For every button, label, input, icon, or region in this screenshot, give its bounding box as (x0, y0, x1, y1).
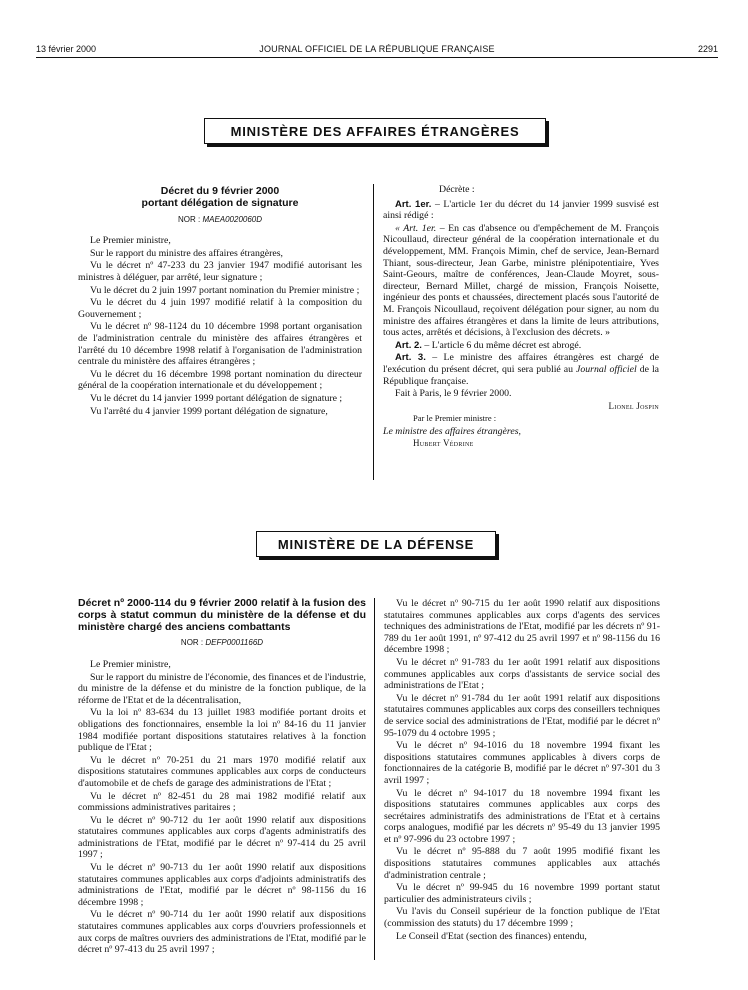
decree1-article1-quote: « Art. 1er. – En cas d'absence ou d'empêchement de M. François Nicoullaud, directeur général de la coopération internationale et du développement, MM. François Mimin, chef de service, Jean-Bernard Thiant, sous-directeur, Jean Garbe, ministre plénipotentiaire, Yves Saint-Geours, maître de conférences, Jean-Claude Moyret, sous-directeur, Bernard Millet, chargé de mission, François Noisette, ingénieur des ponts et chaussées, directement placés sous l'autorité de M. François Nicoullaud, reçoivent délégation pour signer, au nom du ministre des affaires étrangères et dans la limite de leurs attributions, tous actes, arrêtés et décisions, à l'exclusion des décrets. » (383, 222, 659, 339)
column-divider-1 (373, 184, 374, 480)
decree1-par: Par le Premier ministre : (413, 413, 497, 424)
decree2-paragraph: Le Premier ministre, (90, 658, 171, 670)
header-date: 13 février 2000 (36, 44, 97, 54)
header-journal-title: JOURNAL OFFICIEL DE LA RÉPUBLIQUE FRANÇAISE (259, 44, 495, 54)
page-header (36, 44, 718, 58)
decree2-nor-code: DEFP0001166D (205, 638, 264, 648)
decree1-paragraph: Vu l'arrêté du 4 janvier 1999 portant délégation de signature, (90, 405, 328, 417)
decree2-paragraph: Vu le décret nº 90-712 du 1er août 1990 relatif aux dispositions statutaires communes applicables aux corps d'agents administratifs des administrations de l'Etat, modifié par le décret nº 97-414 du 25 avril 1997 ; (78, 814, 366, 861)
decree2-paragraph: Vu la loi nº 83-634 du 13 juillet 1983 modifiée portant droits et obligations des fonctionnaires, ensemble la loi nº 84-16 du 11 janvier 1984 modifiée portant dispositions statutaires relatives à la fonction publique de l'Etat ; (78, 707, 366, 754)
section-title-defense (256, 531, 496, 557)
header-page-number: 2291 (697, 44, 718, 54)
decree1-right-column (383, 184, 659, 451)
decree2-nor: NOR : DEFP0001166D (180, 638, 264, 648)
column-divider-2 (374, 598, 375, 960)
decree2-paragraph: Vu le décret nº 82-451 du 28 mai 1982 modifié relatif aux commissions administratives paritaires ; (78, 790, 366, 814)
decree2-left-column (78, 598, 366, 957)
decree1-paragraph: Vu le décret du 14 janvier 1999 portant délégation de signature ; (90, 392, 343, 404)
decree2-paragraph: Vu le décret nº 91-784 du 1er août 1991 relatif aux dispositions statutaires communes applicables aux corps des conseillers techniques de service social des administrations de l'Etat, modifié par le décret nº 95-1079 du 4 octobre 1995 ; (384, 692, 660, 739)
decree2-paragraph: Vu le décret nº 95-888 du 7 août 1995 modifié fixant les dispositions statutaires communes applicables aux attachés d'administration centrale ; (384, 846, 660, 881)
decree1-paragraph: Vu le décret nº 47-233 du 23 janvier 1947 modifié autorisant les ministres à déléguer, par arrêté, leur signature ; (78, 260, 362, 283)
decree1-paragraph: Vu le décret du 4 juin 1997 modifié relatif à la composition du Gouvernement ; (78, 297, 362, 320)
header-rule (36, 57, 718, 58)
decree1-fait: Fait à Paris, le 9 février 2000. (395, 388, 512, 400)
decree1-visas (78, 235, 362, 417)
decree2-paragraph: Le Conseil d'Etat (section des finances) entendu, (396, 930, 587, 942)
decree1-article3: Art. 3. – Le ministre des affaires étrangères est chargé de l'exécution du présent décret, qui sera publié au Journal officiel de la République française. (383, 352, 660, 387)
decree2-visas-left (78, 659, 366, 956)
decree2-paragraph: Vu le décret nº 99-945 du 16 novembre 1999 portant statut particulier des administrateurs civils ; (384, 882, 660, 905)
decree1-paragraph: Vu le décret nº 98-1124 du 10 décembre 1998 portant organisation de l'administration centrale du ministère des affaires étrangères et l'arrêté du 10 décembre 1998 relatif à l'organisation de l'administration centrale du ministère des affaires étrangères ; (78, 321, 362, 368)
decree2-paragraph: Vu l'avis du Conseil supérieur de la fonction publique de l'Etat (commission des statuts) du 17 décembre 1999 ; (384, 906, 660, 930)
decree2-paragraph: Vu le décret nº 90-714 du 1er août 1990 relatif aux dispositions statutaires communes applicables aux corps d'ouvriers professionnels et aux corps de maîtres ouvriers des administrations de l'Etat, modifié par le décret nº 97-413 du 25 avril 1997 ; (78, 909, 366, 956)
decree1-paragraph: Vu le décret du 2 juin 1997 portant nomination du Premier ministre ; (90, 284, 360, 296)
decree1-title (78, 186, 362, 210)
decree1-paragraph: Sur le rapport du ministre des affaires étrangères, (90, 247, 283, 259)
decree1-minister-name: Hubert Védrine (413, 438, 474, 449)
section-title-text: MINISTÈRE DE LA DÉFENSE (277, 536, 475, 552)
decree1-paragraph: Le Premier ministre, (90, 235, 171, 247)
decree1-paragraph: Vu le décret du 16 décembre 1998 portant nomination du directeur général de la coopération internationale et du développement ; (78, 368, 362, 392)
decree2-title: Décret nº 2000-114 du 9 février 2000 relatif à la fusion des corps à statut commun du ministère de la défense et du ministère chargé des anciens combattants (78, 597, 366, 633)
decree2-paragraph: Vu le décret nº 70-251 du 21 mars 1970 modifié relatif aux dispositions statutaires communes applicables aux corps de conducteurs d'automobile et de chefs de garage des administrations de l'Etat ; (78, 754, 366, 789)
decree1-article2: Art. 2. – L'article 6 du même décret est abrogé. (395, 339, 582, 351)
decree1-nor: NOR : MAEA0020060D (177, 214, 263, 224)
decree2-right-column (384, 598, 660, 943)
decree1-title-line2: portant délégation de signature (141, 196, 299, 209)
decree1-article1: Art. 1er. – L'article 1er du décret du 14 janvier 1999 susvisé est ainsi rédigé : (383, 198, 660, 222)
decree2-paragraph: Vu le décret nº 91-783 du 1er août 1991 relatif aux dispositions communes applicables aux corps d'assistants de service social des administrations de l'Etat ; (384, 656, 660, 692)
decree1-minister-role: Le ministre des affaires étrangères, (383, 425, 521, 437)
decree2-paragraph: Vu le décret nº 90-715 du 1er août 1990 relatif aux dispositions statutaires communes applicables aux corps d'agents des services techniques des administrations de l'Etat, modifié par les décrets nº 91-789 du 1er août 1991, nº 97-412 du 25 avril 1997 et nº 98-1156 du 16 décembre 1998 ; (384, 598, 660, 656)
decree1-nor-code: MAEA0020060D (202, 214, 263, 224)
decree2-paragraph: Sur le rapport du ministre de l'économie, des finances et de l'industrie, du ministre de la défense et du ministre de la fonction publique, de la réforme de l'Etat et de la décentralisation, (78, 671, 366, 706)
decree2-visas-right (384, 598, 660, 942)
decree2-paragraph: Vu le décret nº 94-1017 du 18 novembre 1994 fixant les dispositions statutaires communes applicables aux corps des secrétaires administratifs des administrations de l'Etat et à certains corps analogues, modifié par les décrets nº 95-49 du 13 janvier 1995 et nº 97-996 du 23 octobre 1997 ; (384, 787, 660, 845)
decree1-title-line1: Décret du 9 février 2000 (160, 185, 280, 197)
decree1-decrete: Décrète : (439, 184, 475, 195)
decree2-paragraph: Vu le décret nº 90-713 du 1er août 1990 relatif aux dispositions statutaires communes applicables aux corps d'adjoints administratifs des administrations de l'Etat, modifié par le décret nº 98-1156 du 16 décembre 1998 ; (78, 862, 366, 908)
section-title-text: MINISTÈRE DES AFFAIRES ÉTRANGÈRES (230, 123, 520, 139)
decree1-signer: Lionel Jospin (608, 400, 659, 411)
decree1-left-column (78, 186, 362, 418)
section-title-affaires-etrangeres (204, 118, 546, 144)
decree2-paragraph: Vu le décret nº 94-1016 du 18 novembre 1994 fixant les dispositions statutaires communes applicables à divers corps de fonctionnaires de la catégorie B, modifié par le décret nº 97-301 du 3 avril 1997 ; (384, 740, 660, 786)
